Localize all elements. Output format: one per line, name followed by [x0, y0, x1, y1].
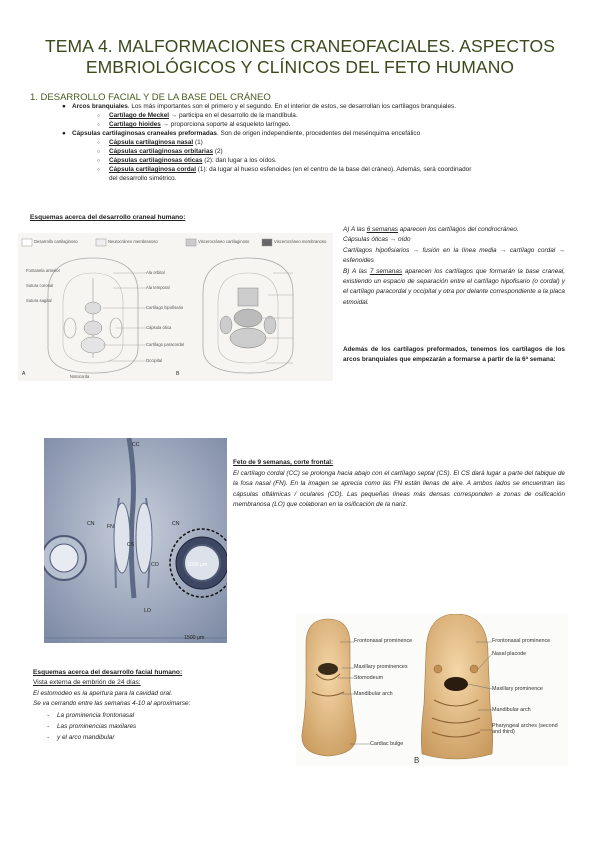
figure-label: Notocorda	[70, 374, 90, 379]
embryo-label: Mandibular arch	[354, 691, 393, 697]
bullet-capsulas-bold: Cápsulas cartilaginosas craneales preformadas	[72, 130, 217, 137]
sub-item-text: del desarrollo simétrico.	[109, 175, 177, 182]
legend-label: Viscerocráneo cartilaginoso	[198, 239, 250, 244]
dash-item-text: Las prominencias maxilares	[57, 723, 137, 730]
text-fragment: Cápsulas óticas → oído	[343, 236, 411, 244]
sub-item-continuation	[109, 175, 176, 183]
dash-item	[47, 734, 115, 741]
embryo-figure	[296, 614, 568, 766]
dash-bullet-icon: -	[47, 712, 50, 719]
scale-label: 1000 μm	[187, 562, 208, 568]
embryo-label: Stomodeum	[354, 675, 384, 681]
sub-item	[97, 148, 223, 156]
esquemas-facial-heading: Esquemas acerca del desarrollo facial humano:	[33, 669, 183, 676]
sub-item-underlined: Cápsulas cartilaginosas óticas	[109, 157, 203, 164]
histology-label-cs: CS	[127, 542, 135, 548]
text-fragment: Cartílagos hipofisiarios → fusión en la línea media → cartílago cordal → esfenoides	[343, 246, 565, 265]
page-title	[20, 36, 580, 78]
feto-paragraph: El cartílago cordal (CC) se prolonga hacia abajo con el cartílago septal (CS). El CS dará lugar a parte del tabique de la fosa nasal (FN). En la imagen se aprecia como las FN están llenas de aire. A ambos lados se encuentran las cápsulas oftálmicas / oculares (CO). Las pequeñas líneas más densas corresponden a zonas de osificación membranosa (LO) que colaboran en la osificación de la nariz.	[233, 470, 565, 509]
sub-item-underlined: Cápsulas cartilaginosas orbitarias	[109, 148, 214, 155]
esquemas-craneal-heading: Esquemas acerca del desarrollo craneal humano:	[30, 214, 186, 221]
sub-item-underlined: Cartílago de Meckel	[109, 112, 170, 119]
circle-bullet-icon: ○	[97, 140, 101, 146]
text-fragment: A) A las	[343, 226, 367, 233]
figure-label: Cartílago paracordal	[146, 342, 184, 347]
sub-item	[97, 139, 203, 147]
figure-label: Ala orbital	[146, 270, 165, 275]
embryo-label: Maxillary prominences	[354, 664, 408, 670]
embryo-label: Nasal placode	[492, 651, 527, 657]
bullet-capsulas	[62, 130, 572, 138]
text-fragment: aparecen los cartílagos del condrocráneo.	[397, 226, 519, 233]
embryo-figure-letter: B	[414, 756, 420, 765]
section-heading: 1. DESARROLLO FACIAL Y DE LA BASE DEL CRÁNEO	[30, 92, 271, 103]
figure-letter-a: A	[22, 371, 26, 377]
sub-item-text: (1): da lugar al hueso esfenoides (en el centro de la base del cráneo). Además, será coordinador	[196, 166, 472, 173]
histology-label-cn-right: CN	[172, 521, 180, 527]
vista-heading: Vista externa de embrión de 24 días:	[33, 679, 141, 686]
se-va-line: Se va cerrando entre las semanas 4-10 al aproximarse:	[33, 700, 191, 708]
sub-item-underlined: Cápsula cartilaginosa cordal	[109, 166, 197, 173]
figure-label: Occipital	[146, 358, 163, 363]
text-fragment: B) A las	[343, 267, 370, 275]
text-fragment: 6 semanas	[366, 226, 398, 233]
dash-item-text: La prominencia frontonasal	[57, 712, 135, 719]
bullet-arcos-text: . Los más importantes son el primero y el segundo. En el interior de estos, se desarrollan los cartílagos branquiales.	[127, 103, 456, 110]
sub-item	[97, 157, 277, 165]
dash-bullet-icon: -	[47, 723, 50, 730]
sub-item-text: → proporciona soporte al esqueleto laríngeo.	[160, 121, 291, 128]
dash-item-text: y el arco mandibular	[57, 734, 115, 741]
legend-label: Neurocráneo membranoso	[108, 239, 158, 244]
feto-heading: Feto de 9 semanas, corte frontal:	[233, 459, 334, 466]
figure-letter-b: B	[176, 371, 180, 377]
figure-label: Cartílago hipofisario	[146, 305, 184, 310]
embryo-label: Cardiac bulge	[370, 741, 404, 747]
estomodeo-text	[33, 689, 293, 710]
sub-item-text: (1)	[193, 139, 203, 146]
sub-item	[97, 112, 298, 120]
figure-label: Ala temporal	[146, 285, 170, 290]
paragraph-cartilagos-preformados: Además de los cartílagos preformados, tenemos los cartílagos de los arcos branquiales que empezarán a formarse a partir de la 6ª semana:	[343, 346, 565, 364]
bullet-arcos	[62, 103, 572, 111]
text-fragment: aparecen los cartílagos que formarán la base craneal, existiendo un espacio de separación entre el cartílago hipofisario (o cordal) y el cartílago paracordal y occipital y otra por delante correspondiente a la placa etmoidal.	[343, 267, 565, 306]
dash-item	[47, 723, 137, 730]
bullet-capsulas-text: . Son de origen independiente, procedentes del mesénquima encefálico	[216, 130, 421, 137]
embryo-label: Frontonasal prominence	[354, 638, 413, 644]
sub-item-text: (2)	[213, 148, 223, 155]
sub-item	[97, 166, 569, 174]
sub-item-text: → participa en el desarrollo de la mandíbula.	[169, 112, 298, 119]
estomodeo-line: El estomodeo es la apertura para la cavidad oral.	[33, 690, 173, 697]
histology-label-fn: FN	[107, 524, 114, 530]
embryo-label: Frontonasal prominence	[492, 638, 551, 644]
legend-label: Viscerocráneo membranoso	[274, 239, 327, 244]
histology-label-cc: CC	[132, 442, 140, 448]
histology-label-lo: LO	[144, 608, 151, 614]
histology-section	[44, 438, 227, 643]
histology-label-co: CO	[151, 562, 159, 568]
legend-label: Desarrollo cartilaginoso	[34, 239, 78, 244]
circle-bullet-icon: ○	[97, 167, 101, 173]
sub-item-underlined: Cartílago hioides	[109, 121, 161, 128]
histology-image	[44, 438, 227, 643]
circle-bullet-icon: ○	[97, 158, 101, 164]
sub-item	[97, 121, 291, 129]
bullet-dot-icon: ●	[62, 103, 66, 110]
bullet-dot-icon: ●	[62, 130, 66, 137]
figure-label: Fontanela anterior	[26, 268, 60, 273]
figure-label: Sutura coronal	[26, 283, 54, 288]
circle-bullet-icon: ○	[97, 113, 101, 119]
histology-label-cn: CN	[87, 521, 95, 527]
scale-label: 1500 μm	[184, 635, 205, 641]
dash-item	[47, 712, 135, 719]
figure-label: Sutura sagital	[26, 298, 52, 303]
figure-label: Cápsula ótica	[146, 325, 172, 330]
paragraph-condrocraneo	[343, 225, 565, 308]
cranial-development-figure	[18, 233, 333, 381]
sub-item-text: (2): dan lugar a los oídos.	[202, 157, 277, 164]
title-line-1: TEMA 4. MALFORMACIONES CRANEOFACIALES. ASPECTOS	[44, 36, 556, 56]
embryo-label: Mandibular arch	[492, 707, 531, 713]
sub-item-underlined: Cápsula cartilaginosa nasal	[109, 139, 194, 146]
text-fragment: 7 semanas	[369, 267, 403, 275]
circle-bullet-icon: ○	[97, 149, 101, 155]
bullet-arcos-bold: Arcos branquiales	[72, 103, 128, 110]
circle-bullet-icon: ○	[97, 122, 101, 128]
dash-bullet-icon: -	[47, 734, 50, 741]
embryo-label: Maxillary prominence	[492, 686, 543, 692]
title-line-2: EMBRIOLÓGICOS Y CLÍNICOS DEL FETO HUMANO	[85, 57, 515, 77]
embryo-label: Pharyngeal arches (second and third)	[492, 723, 558, 735]
